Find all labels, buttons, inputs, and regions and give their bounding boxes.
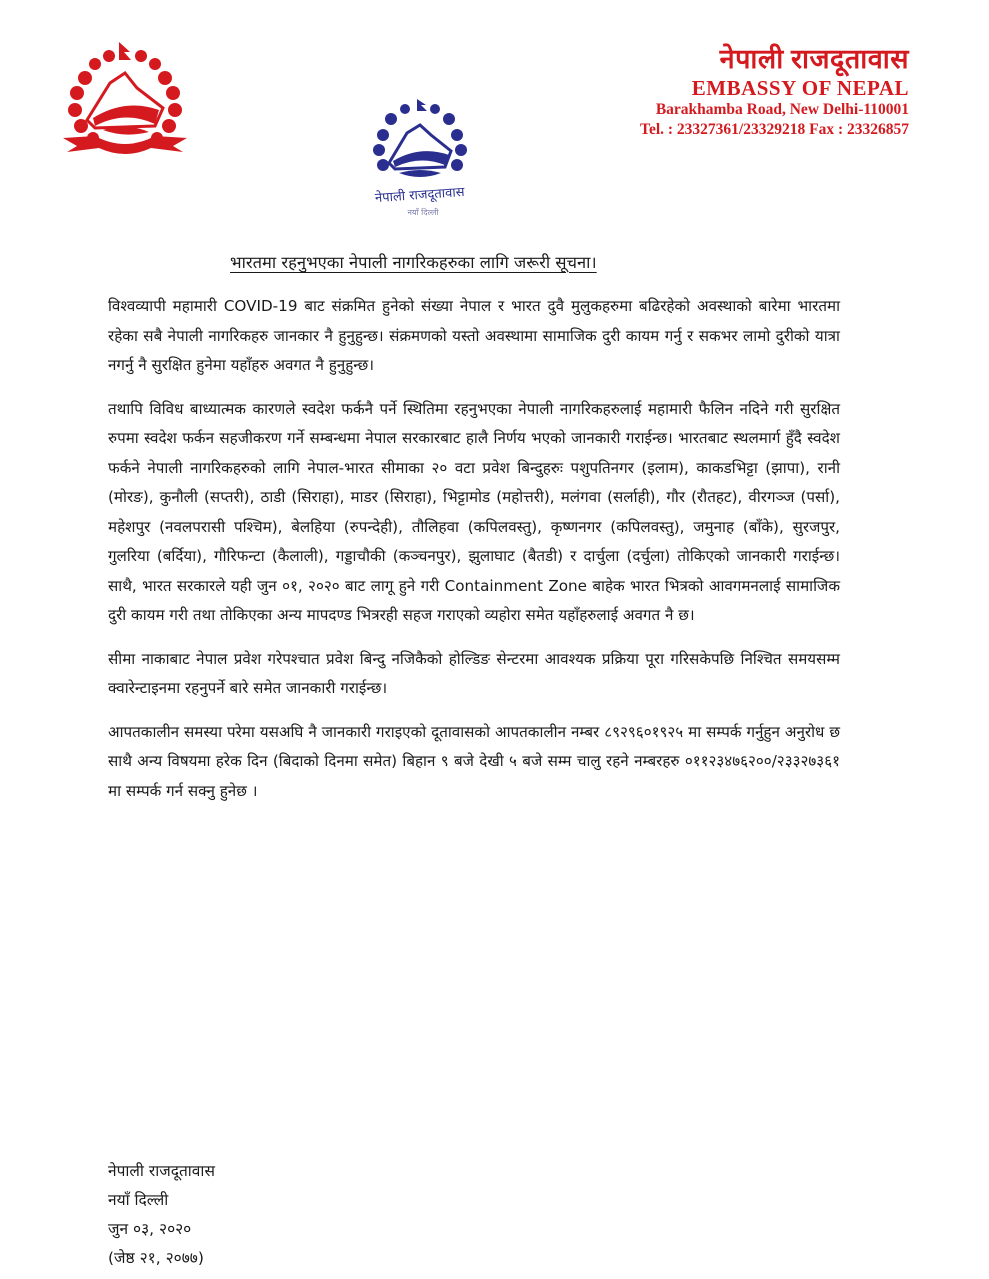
paragraph-2: तथापि विविध बाध्यात्मक कारणले स्वदेश फर्कनै पर्ने स्थितिमा रहनुभएका नेपाली नागरिकहरुलाई महामारी फैलिन नदिने गरी सुरक्षित रुपमा स्वदेश फर्कन सहजीकरण गर्ने सम्बन्धमा नेपाल सरकारबाट हालै निर्णय भएको जानकारी गराईन्छ। भारतबाट स्थलमार्ग हुँदै स्वदेश फर्कने नेपाली नागरिकहरुको लागि नेपाल-भारत सीमाका २० वटा प्रवेश बिन्दुहरुः पशुपतिनगर (इलाम), काकडभिट्टा (झापा), रानी (मोरङ), कुनौली (सप्तरी), ठाडी (सिराहा), माडर (सिराहा), भिट्टामोड (महोत्तरी), मलंगवा (सर्लाही), गौर (रौतहट), वीरगञ्ज (पर्सा), महेशपुर (नवलपरासी पश्चिम), बेलहिया (रुपन्देही), तौलिहवा (कपिलवस्तु), कृष्णनगर (कपिलवस्तु), जमुनाह (बाँके), सुरजपुर, गुलरिया (बर्दिया), गौरिफन्टा (कैलाली), गड्डाचौकी (कञ्चनपुर), झुलाघाट (बैतडी) र दार्चुला (दर्चुला) तोकिएको जानकारी गराईन्छ। साथै, भारत सरकारले यही जुन ०१, २०२० बाट लागू हुने गरी Containment Zone बाहेक भारत भित्रको आवगमनलाई सामाजिक दुरी कायम गरी तथा तोकिएका अन्य मापदण्ड भित्ररही सहज गराएको व्यहोरा समेत यहाँहरुलाई अवगत नै छ। <box>108 399 840 624</box>
coat-of-arms-icon <box>55 38 195 163</box>
paragraph-3: सीमा नाकाबाट नेपाल प्रवेश गरेपश्चात प्रवेश बिन्दु नजिकैको होल्डिङ सेन्टरमा आवश्यक प्रक्रिया पूरा गरिसकेपछि निश्चित समयसम्म क्वारेन्टाइनमा रहनुपर्ने बारे समेत जानकारी गराईन्छ। <box>108 649 840 697</box>
notice-subject: भारतमा रहनुभएका नेपाली नागरिकहरुका लागि जरूरी सूचना। <box>230 253 597 272</box>
embassy-address: Barakhamba Road, New Delhi-110001 <box>655 101 909 118</box>
signature-date: जुन ०३, २०२० <box>108 1220 192 1238</box>
paragraph-4: आपतकालीन समस्या परेमा यसअघि नै जानकारी गराइएको दूतावासको आपतकालीन नम्बर ८९२९६०१९२५ मा सम्पर्क गर्नुहुन अनुरोध छ साथै अन्य विषयमा हरेक दिन (बिदाको दिनमा समेत) बिहान ९ बजे देखी ५ बजे सम्म चालु रहने नम्बरहरु ०११२३४७६२००/२३३२७३६१ मा सम्पर्क गर्न सक्नु हुनेछ । <box>108 722 840 800</box>
seal-text-city: नयाँ दिल्ली <box>407 208 439 217</box>
signature-date-nepali: (जेष्ठ २१, २०७७) <box>108 1249 204 1267</box>
paragraph-1: विश्वव्यापी महामारी COVID-19 बाट संक्रमित हुनेको संख्या नेपाल र भारत दुवै मुलुकहरुमा बढिरहेको अवस्थाको बारेमा भारतमा रहेका सबै नेपाली नागरिकहरु जानकार नै हुनुहुन्छ। संक्रमणको यस्तो अवस्थामा सामाजिक दुरी कायम गर्नु र सकभर लामो दुरीको यात्रा नगर्नु नै सुरक्षित हुनेमा यहाँहरु अवगत नै हुनुहुन्छ। <box>108 297 840 374</box>
notice-body <box>108 292 840 820</box>
embassy-seal-icon <box>365 95 475 220</box>
letterhead <box>640 42 909 140</box>
embassy-contact: Tel. : 23327361/23329218 Fax : 23326857 <box>640 121 909 138</box>
nepal-coat-of-arms-emblem <box>55 38 195 163</box>
signature-office: नेपाली राजदूतावास <box>108 1162 215 1180</box>
embassy-name-english: EMBASSY OF NEPAL <box>691 76 909 100</box>
seal-text-name: नेपाली राजदूतावास <box>374 184 466 207</box>
embassy-name-nepali: नेपाली राजदूतावास <box>719 44 909 74</box>
signature-block <box>108 1157 215 1273</box>
embassy-seal-stamp <box>365 95 475 220</box>
signature-city: नयाँ दिल्ली <box>108 1191 169 1209</box>
